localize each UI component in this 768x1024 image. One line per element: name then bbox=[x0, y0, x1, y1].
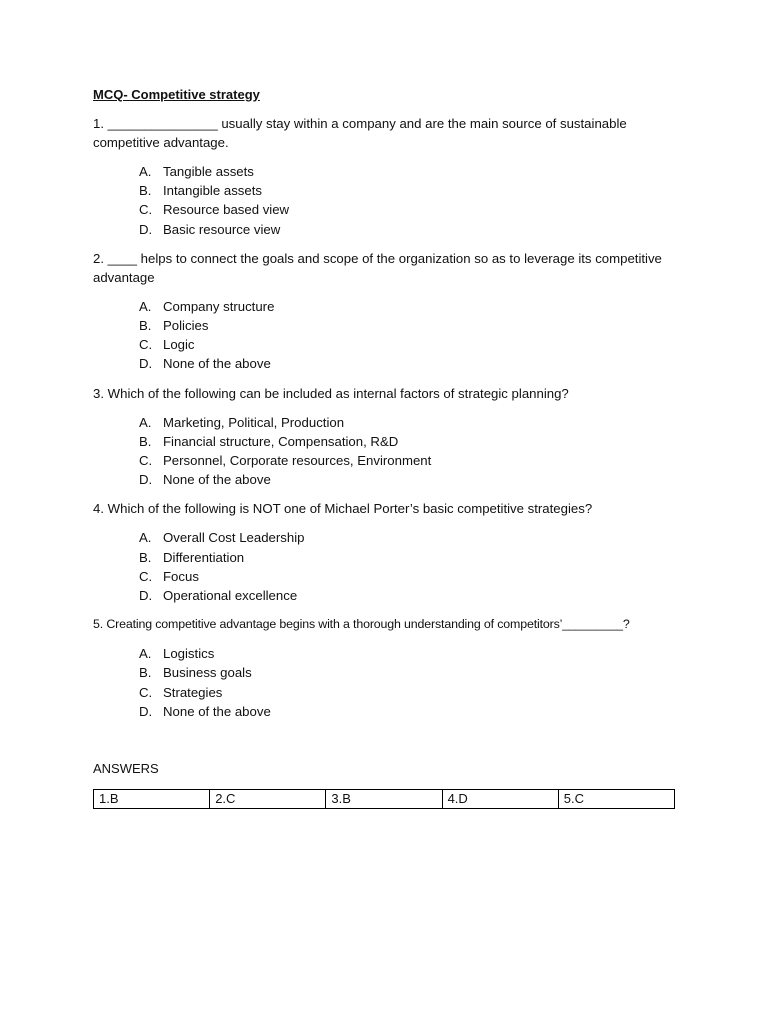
option-text: Overall Cost Leadership bbox=[163, 530, 305, 546]
option-text: None of the above bbox=[163, 703, 271, 719]
answer-cell: 2.C bbox=[210, 790, 326, 809]
answer-cell: 1.B bbox=[94, 790, 210, 809]
option-letter: D. bbox=[139, 472, 153, 488]
option-letter: A. bbox=[139, 298, 152, 314]
option-b bbox=[139, 181, 675, 200]
option-letter: A. bbox=[139, 414, 152, 430]
options-list bbox=[139, 528, 675, 605]
option-text: Logic bbox=[163, 337, 195, 353]
option-text: Financial structure, Compensation, R&D bbox=[163, 433, 399, 449]
question-text: 1. _______________ usually stay within a company and are the main source of sustainable competitive advantage. bbox=[93, 116, 627, 150]
option-a bbox=[139, 413, 675, 432]
option-letter: D. bbox=[139, 588, 153, 604]
options-list bbox=[139, 413, 675, 490]
answers-section bbox=[93, 760, 675, 809]
question-1 bbox=[93, 114, 675, 239]
answers-heading: ANSWERS bbox=[93, 761, 159, 776]
option-text: Company structure bbox=[163, 298, 275, 314]
option-text: None of the above bbox=[163, 356, 271, 372]
option-text: None of the above bbox=[163, 472, 271, 488]
option-letter: A. bbox=[139, 164, 152, 179]
option-letter: C. bbox=[139, 202, 153, 218]
option-c bbox=[139, 335, 675, 354]
option-d bbox=[139, 220, 675, 239]
option-letter: B. bbox=[139, 318, 152, 334]
option-a bbox=[139, 162, 675, 181]
option-text: Intangible assets bbox=[163, 183, 262, 199]
question-3 bbox=[93, 384, 675, 490]
option-a bbox=[139, 644, 675, 663]
option-text: Personnel, Corporate resources, Environment bbox=[163, 453, 432, 469]
option-a bbox=[139, 528, 675, 547]
option-d bbox=[139, 354, 675, 373]
option-b bbox=[139, 548, 675, 567]
option-letter: B. bbox=[139, 665, 152, 681]
option-letter: A. bbox=[139, 646, 152, 662]
option-d bbox=[139, 470, 675, 489]
option-c bbox=[139, 683, 675, 702]
option-b bbox=[139, 663, 675, 682]
option-text: Basic resource view bbox=[163, 221, 281, 237]
option-letter: B. bbox=[139, 433, 152, 449]
option-a bbox=[139, 297, 675, 316]
option-text: Focus bbox=[163, 568, 199, 584]
option-b bbox=[139, 432, 675, 451]
answer-cell: 5.C bbox=[558, 790, 674, 809]
option-letter: D. bbox=[139, 356, 153, 372]
option-text: Marketing, Political, Production bbox=[163, 414, 345, 430]
option-text: Operational excellence bbox=[163, 588, 298, 604]
option-letter: C. bbox=[139, 684, 153, 700]
answers-table bbox=[93, 789, 675, 809]
question-text: 4. Which of the following is NOT one of Michael Porter’s basic competitive strategies? bbox=[93, 501, 593, 517]
option-text: Strategies bbox=[163, 684, 223, 700]
option-c bbox=[139, 567, 675, 586]
document-page bbox=[93, 86, 675, 731]
option-letter: C. bbox=[139, 453, 153, 469]
option-c bbox=[139, 200, 675, 219]
option-letter: A. bbox=[139, 530, 152, 546]
table-row bbox=[94, 790, 675, 809]
option-letter: C. bbox=[139, 568, 153, 584]
option-b bbox=[139, 316, 675, 335]
option-text: Tangible assets bbox=[163, 164, 254, 179]
option-d bbox=[139, 586, 675, 605]
question-text: 5. Creating competitive advantage begins with a thorough understanding of competitors’_________? bbox=[93, 617, 630, 632]
options-list bbox=[139, 162, 675, 239]
option-c bbox=[139, 451, 675, 470]
question-text: 3. Which of the following can be included as internal factors of strategic planning? bbox=[93, 385, 569, 401]
answer-cell: 4.D bbox=[442, 790, 558, 809]
document-title: MCQ- Competitive strategy bbox=[93, 87, 260, 102]
option-d bbox=[139, 702, 675, 721]
option-text: Differentiation bbox=[163, 549, 245, 565]
option-text: Resource based view bbox=[163, 202, 290, 218]
question-4 bbox=[93, 499, 675, 605]
option-letter: C. bbox=[139, 337, 153, 353]
option-letter: B. bbox=[139, 183, 152, 199]
option-letter: D. bbox=[139, 703, 153, 719]
options-list bbox=[139, 644, 675, 721]
option-text: Policies bbox=[163, 318, 209, 334]
options-list bbox=[139, 297, 675, 374]
option-letter: D. bbox=[139, 221, 153, 237]
option-text: Business goals bbox=[163, 665, 252, 681]
option-text: Logistics bbox=[163, 646, 215, 662]
question-2 bbox=[93, 249, 675, 374]
answer-cell: 3.B bbox=[326, 790, 442, 809]
question-text: 2. ____ helps to connect the goals and scope of the organization so as to leverage its competitive advantage bbox=[93, 250, 662, 285]
option-letter: B. bbox=[139, 549, 152, 565]
question-5 bbox=[93, 615, 675, 721]
